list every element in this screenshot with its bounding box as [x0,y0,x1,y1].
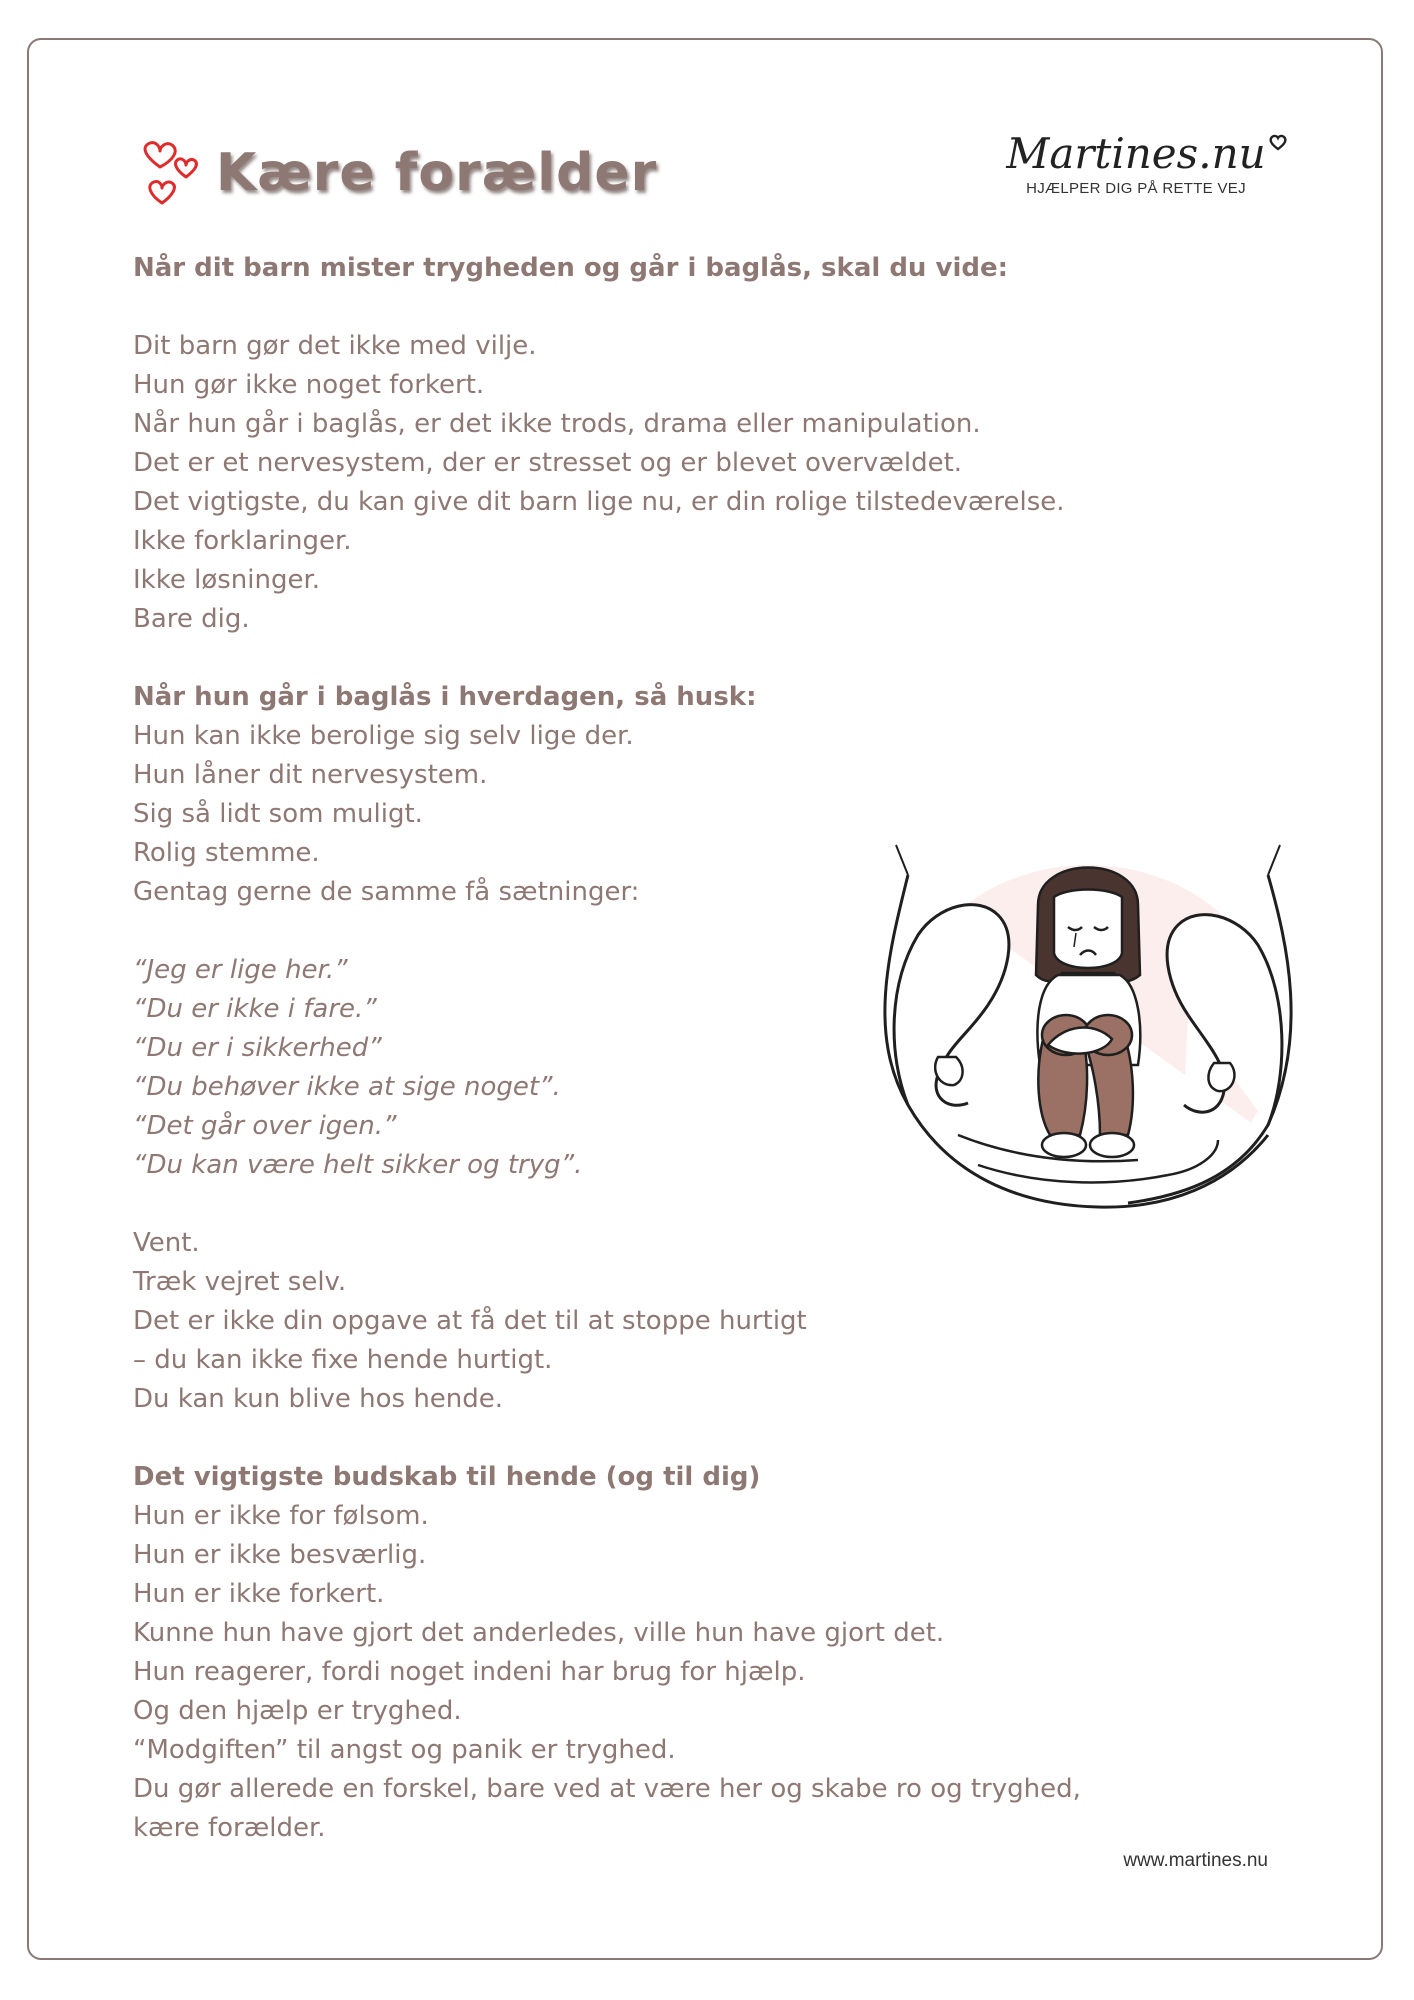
body-line: Du gør allerede en forskel, bare ved at være her og skabe ro og tryghed, [133,1774,1081,1804]
quote-line: “Det går over igen.” [133,1111,397,1141]
body-line: Hun er ikke forkert. [133,1579,385,1609]
brand-tagline: HJÆLPER DIG PÅ RETTE VEJ [1026,180,1246,197]
body-line: Det vigtigste, du kan give dit barn lige nu, er din rolige tilstedeværelse. [133,487,1065,517]
body-line: Kunne hun have gjort det anderledes, ville hun have gjort det. [133,1618,945,1648]
hearts-icon [138,137,210,209]
quote-line: “Du er i sikkerhed” [133,1033,382,1063]
body-line: “Modgiften” til angst og panik er tryghed. [133,1735,676,1765]
brand-name: Martines.nu [1006,130,1265,178]
body-line: Gentag gerne de samme få sætninger: [133,877,640,907]
section-heading: Det vigtigste budskab til hende (og til dig) [133,1462,761,1492]
brand-logo [1006,130,1266,197]
body-line: Det er et nervesystem, der er stresset og er blevet overvældet. [133,448,963,478]
body-line: Hun låner dit nervesystem. [133,760,488,790]
quote-line: “Du kan være helt sikker og tryg”. [133,1150,583,1180]
body-line: Dit barn gør det ikke med vilje. [133,331,537,361]
body-line: Og den hjælp er tryghed. [133,1696,462,1726]
body-line: Hun er ikke for følsom. [133,1501,429,1531]
page-title: Kære forælder [216,143,658,203]
body-line: Rolig stemme. [133,838,320,868]
body-line: Når hun går i baglås, er det ikke trods, drama eller manipulation. [133,409,981,439]
body-line: Du kan kun blive hos hende. [133,1384,504,1414]
body-line: Bare dig. [133,604,250,634]
quote-line: “Jeg er lige her.” [133,955,348,985]
body-line: Træk vejret selv. [133,1267,347,1297]
child-in-hands-illustration [868,835,1308,1245]
quote-line: “Du er ikke i fare.” [133,994,377,1024]
body-line: Det er ikke din opgave at få det til at stoppe hurtigt [133,1306,807,1336]
footer-url[interactable]: www.martines.nu [1123,1850,1268,1871]
section-heading: Når dit barn mister trygheden og går i baglås, skal du vide: [133,253,1008,283]
body-line: Sig så lidt som muligt. [133,799,423,829]
body-line: Hun kan ikke berolige sig selv lige der. [133,721,634,751]
quote-line: “Du behøver ikke at sige noget”. [133,1072,561,1102]
body-line: Hun er ikke besværlig. [133,1540,427,1570]
title-row [138,133,657,213]
body-line: Hun gør ikke noget forkert. [133,370,485,400]
body-line: Hun reagerer, fordi noget indeni har brug for hjælp. [133,1657,806,1687]
body-line: Ikke forklaringer. [133,526,352,556]
body-line: kære forælder. [133,1813,326,1843]
body-line: Ikke løsninger. [133,565,321,595]
heart-icon [1268,132,1288,152]
body-line: – du kan ikke fixe hende hurtigt. [133,1345,553,1375]
body-line: Vent. [133,1228,200,1258]
section-heading: Når hun går i baglås i hverdagen, så husk: [133,682,757,712]
